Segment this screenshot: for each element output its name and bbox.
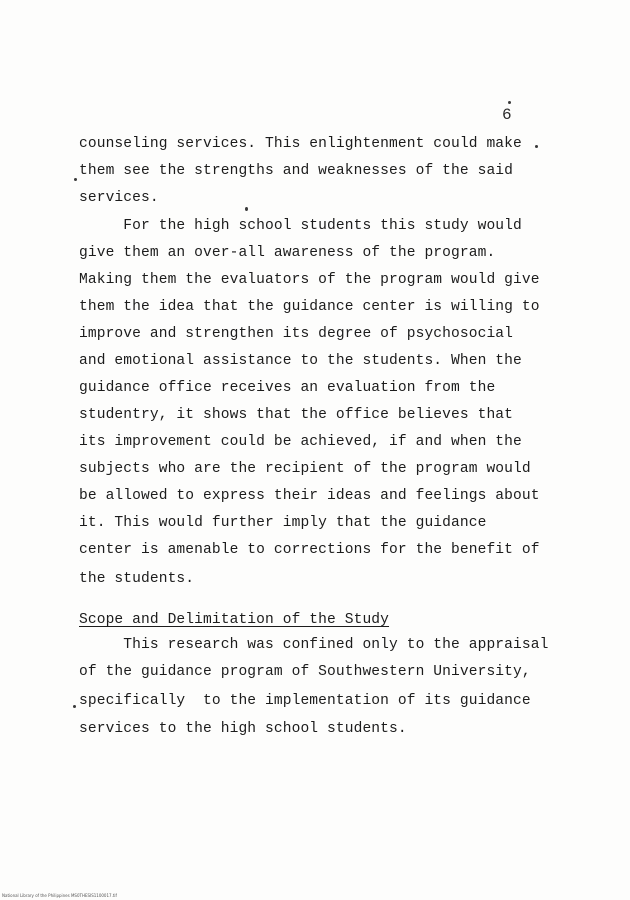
scan-speck <box>73 705 76 708</box>
paragraph-2-line-13: center is amenable to corrections for the benefit of <box>79 542 540 558</box>
archive-footer: National Library of the Philippines MS0THESIS1100017.tif <box>2 893 117 898</box>
paragraph-2-line-14: the students. <box>79 571 195 587</box>
paragraph-2-line-12: it. This would further imply that the guidance <box>79 515 487 531</box>
paragraph-2-line-8: studentry, it shows that the office believes that <box>79 407 514 423</box>
paragraph-1-line-1: counseling services. This enlightenment could make <box>79 136 522 152</box>
paragraph-3-line-2: of the guidance program of Southwestern University, <box>79 664 531 680</box>
paragraph-2-line-3: Making them the evaluators of the program would give <box>79 272 540 288</box>
paragraph-3-line-1: This research was confined only to the appraisal <box>79 637 549 653</box>
paragraph-3-line-3: specifically to the implementation of its guidance <box>79 693 531 709</box>
paragraph-2-line-9: its improvement could be achieved, if and when the <box>79 434 522 450</box>
paragraph-1-line-3: services. <box>79 190 159 206</box>
scan-speck <box>508 101 511 104</box>
scan-speck <box>535 145 538 148</box>
paragraph-1-line-2: them see the strengths and weaknesses of the said <box>79 163 514 179</box>
paragraph-3-line-4: services to the high school students. <box>79 721 407 737</box>
paragraph-2-line-4: them the idea that the guidance center is willing to <box>79 299 540 315</box>
scan-speck <box>245 207 248 211</box>
paragraph-2-line-10: subjects who are the recipient of the program would <box>79 461 531 477</box>
scan-speck <box>74 178 77 181</box>
section-heading: Scope and Delimitation of the Study <box>79 612 390 628</box>
paragraph-2-line-11: be allowed to express their ideas and feelings about <box>79 488 540 504</box>
paragraph-2-line-7: guidance office receives an evaluation from the <box>79 380 496 396</box>
paragraph-2-line-2: give them an over-all awareness of the program. <box>79 245 496 261</box>
paragraph-2-line-1: For the high school students this study would <box>79 218 522 234</box>
paragraph-2-line-6: and emotional assistance to the students. When the <box>79 353 522 369</box>
page-number: 6 <box>502 106 512 124</box>
paragraph-2-line-5: improve and strengthen its degree of psychosocial <box>79 326 514 342</box>
